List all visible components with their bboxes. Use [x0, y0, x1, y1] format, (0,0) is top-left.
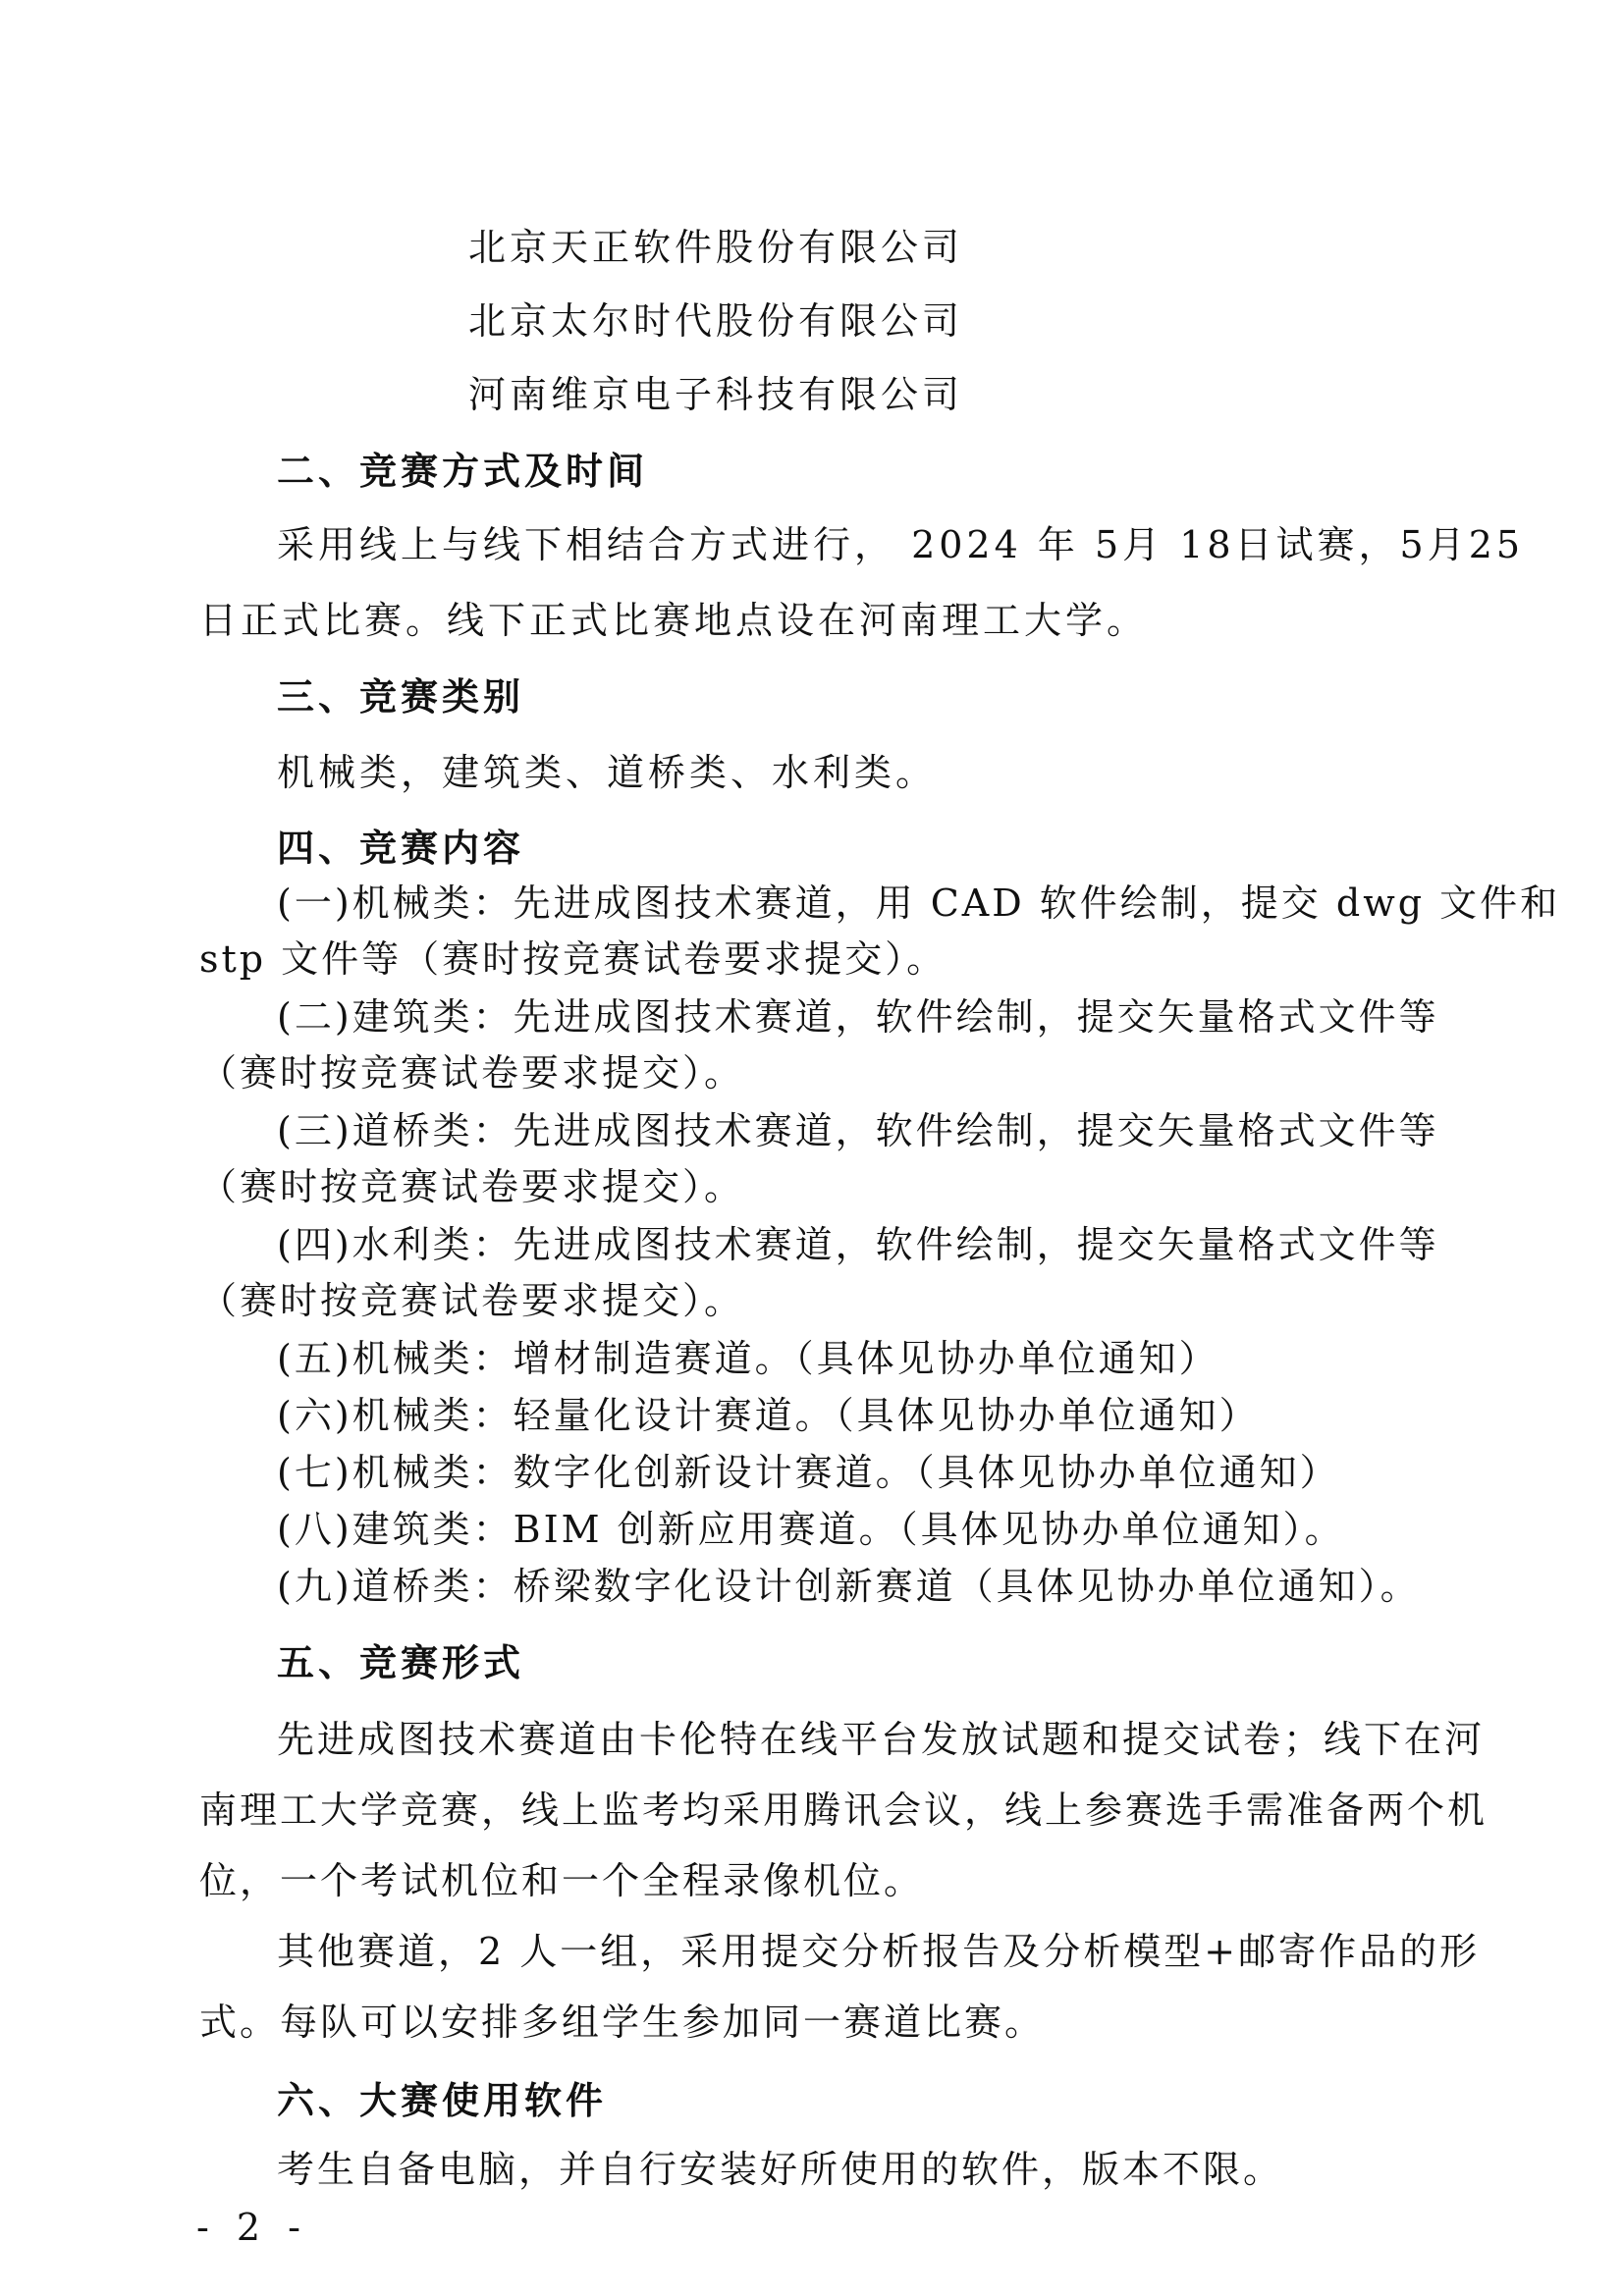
content-item: stp 文件等（赛时按竞赛试卷要求提交）。 [199, 937, 947, 981]
section-heading-3: 三、竞赛类别 [277, 675, 525, 719]
section-heading-5: 五、竞赛形式 [277, 1641, 525, 1684]
paragraph-line: 位，一个考试机位和一个全程录像机位。 [199, 1859, 925, 1902]
paragraph-line: 日正式比赛。线下正式比赛地点设在河南理工大学。 [199, 599, 1149, 642]
content-item: (五)机械类：增材制造赛道。（具体见协办单位通知） [277, 1337, 1219, 1380]
content-item: (四)水利类：先进成图技术赛道，软件绘制，提交矢量格式文件等 [277, 1223, 1439, 1266]
paragraph-line: 采用线上与线下相结合方式进行， 2024 年 5月 18日试赛，5月25 [277, 523, 1525, 566]
content-item: (一)机械类：先进成图技术赛道，用 CAD 软件绘制，提交 dwg 文件和 [277, 881, 1561, 925]
content-item: (八)建筑类：BIM 创新应用赛道。（具体见协办单位通知）。 [277, 1508, 1345, 1551]
content-item: (三)道桥类：先进成图技术赛道，软件绘制，提交矢量格式文件等 [277, 1109, 1439, 1152]
section-heading-2: 二、竞赛方式及时间 [277, 450, 649, 493]
paragraph-line: 式。每队可以安排多组学生参加同一赛道比赛。 [199, 2001, 1046, 2044]
paragraph-line: 其他赛道，2 人一组，采用提交分析报告及分析模型+邮寄作品的形 [277, 1930, 1481, 1973]
content-item: (二)建筑类：先进成图技术赛道，软件绘制，提交矢量格式文件等 [277, 995, 1439, 1039]
content-item: (九)道桥类：桥梁数字化设计创新赛道（具体见协办单位通知）。 [277, 1565, 1421, 1608]
content-item: （赛时按竞赛试卷要求提交）。 [199, 1051, 745, 1095]
content-item: (六)机械类：轻量化设计赛道。（具体见协办单位通知） [277, 1394, 1260, 1437]
content-item: （赛时按竞赛试卷要求提交）。 [199, 1279, 745, 1322]
org-name: 北京太尔时代股份有限公司 [468, 299, 964, 343]
paragraph-line: 机械类，建筑类、道桥类、水利类。 [277, 751, 938, 794]
org-name: 河南维京电子科技有限公司 [468, 373, 964, 416]
content-item: （赛时按竞赛试卷要求提交）。 [199, 1165, 745, 1208]
section-heading-6: 六、大赛使用软件 [277, 2079, 608, 2122]
paragraph-line: 考生自备电脑，并自行安装好所使用的软件，版本不限。 [277, 2148, 1284, 2191]
section-heading-4: 四、竞赛内容 [277, 827, 525, 870]
org-name: 北京天正软件股份有限公司 [468, 226, 964, 269]
page-number: - 2 - [196, 2206, 309, 2249]
paragraph-line: 先进成图技术赛道由卡伦特在线平台发放试题和提交试卷；线下在河 [277, 1718, 1486, 1761]
content-item: (七)机械类：数字化创新设计赛道。（具体见协办单位通知） [277, 1451, 1340, 1494]
paragraph-line: 南理工大学竞赛，线上监考均采用腾讯会议，线上参赛选手需准备两个机 [199, 1789, 1488, 1832]
